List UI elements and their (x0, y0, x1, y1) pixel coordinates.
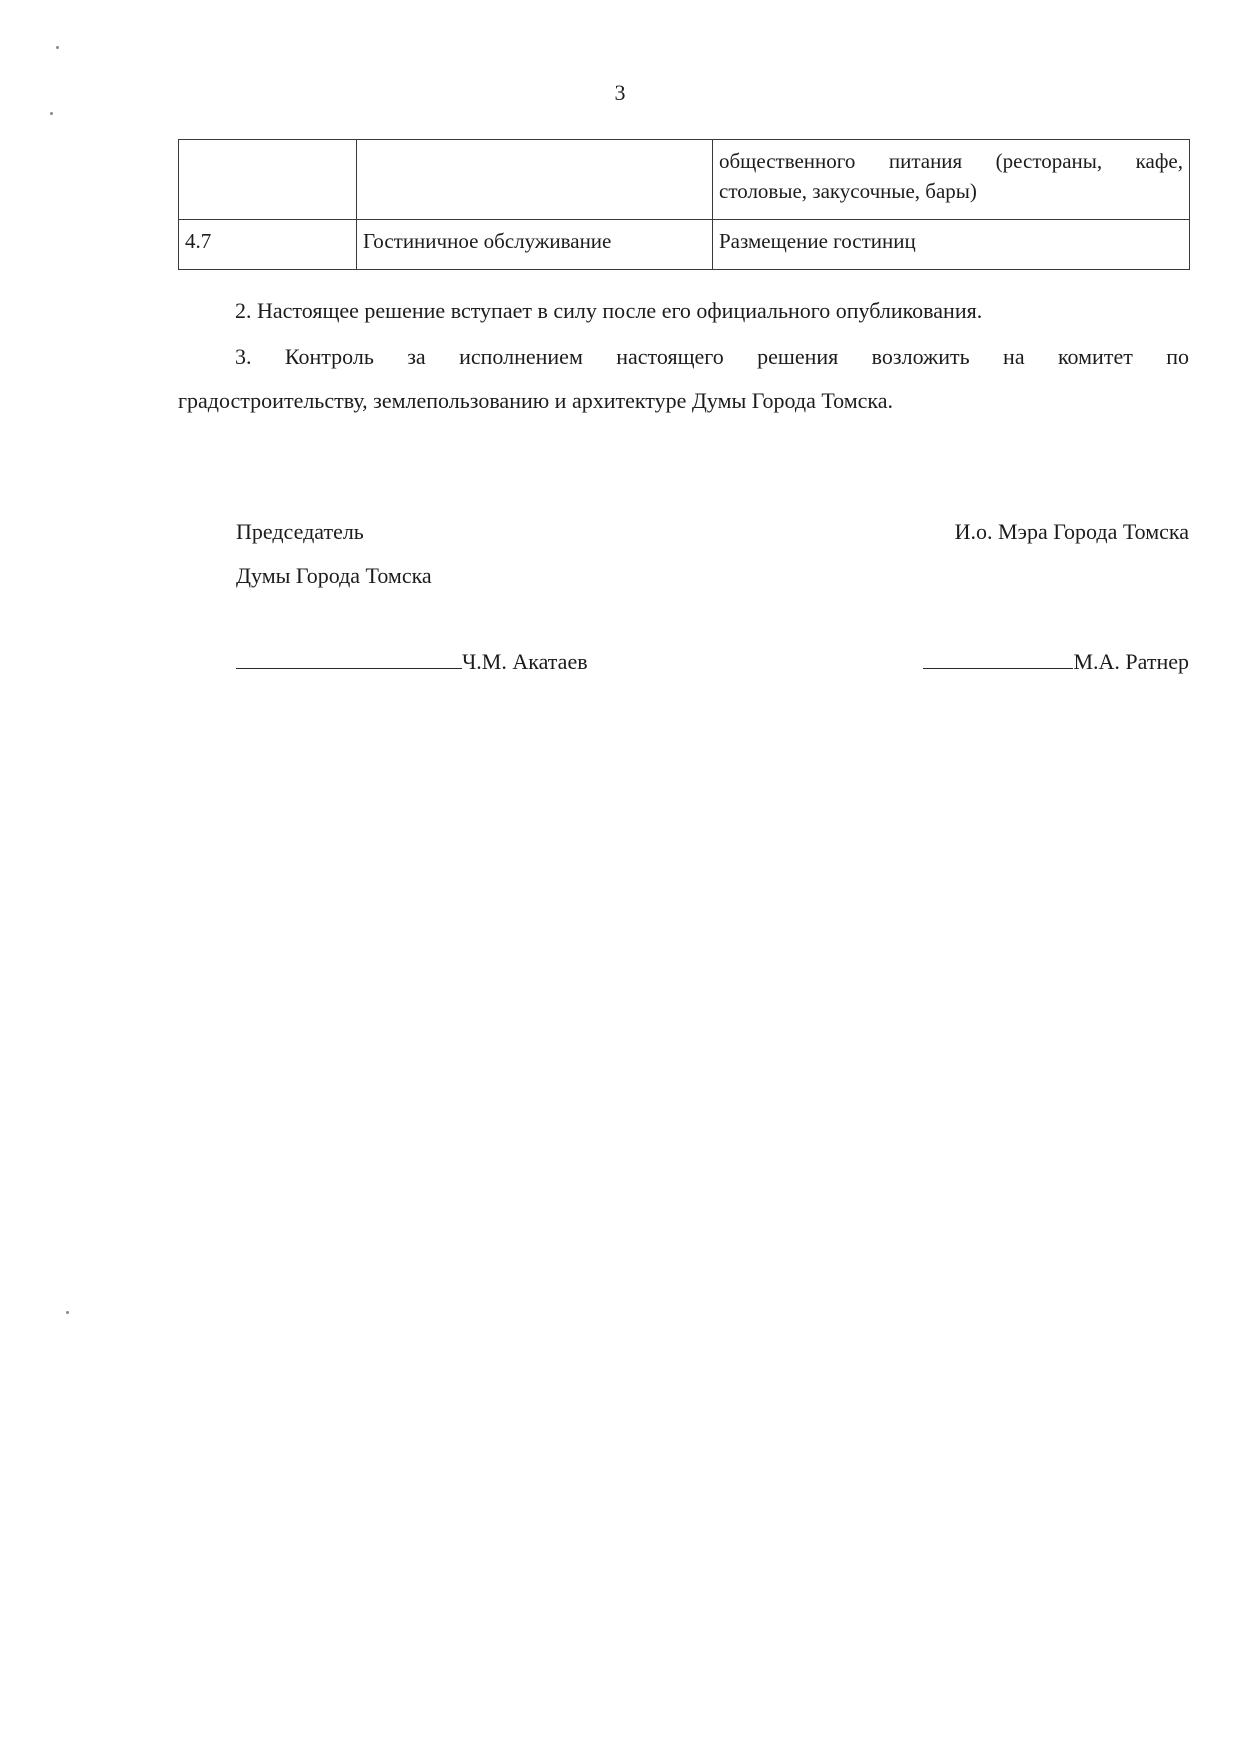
paragraph-3 (178, 335, 1189, 423)
paragraph-2 (178, 289, 1189, 333)
table-cell-description: Размещение гостиниц (713, 220, 1190, 270)
scan-speck (50, 112, 53, 115)
paragraph-3-line-2: градостроительству, землепользованию и архитектуре Думы Города Томска. (178, 388, 894, 413)
chairman-title: Председатель (236, 519, 364, 544)
scan-speck (66, 1311, 69, 1314)
table-cell-code (179, 140, 357, 220)
paragraph-3-line-1: 3. Контроль за исполнением настоящего решения возложить на комитет по (235, 344, 1189, 369)
signature-line (236, 640, 462, 669)
mayor-name: М.А. Ратнер (1073, 649, 1189, 674)
table-cell-description: общественного питания (рестораны, кафе, столовые, закусочные, бары) (713, 140, 1190, 220)
land-use-table (178, 139, 1190, 270)
signature-left-title (236, 510, 432, 598)
table-cell-name: Гостиничное обслуживание (357, 220, 713, 270)
duma-title: Думы Города Томска (236, 563, 432, 588)
signature-line (923, 640, 1073, 669)
page-number: 3 (614, 80, 626, 105)
chairman-name: Ч.М. Акатаев (462, 649, 588, 674)
signature-left (236, 640, 588, 684)
scan-speck (56, 46, 59, 49)
signature-right (923, 640, 1189, 684)
table-row (179, 140, 1190, 220)
signature-right-title: И.о. Мэра Города Томска (954, 519, 1189, 544)
table-cell-name (357, 140, 713, 220)
table-row (179, 220, 1190, 270)
paragraph-2-text: 2. Настоящее решение вступает в силу после его официального опубликования. (235, 298, 983, 323)
table-cell-code: 4.7 (179, 220, 357, 270)
